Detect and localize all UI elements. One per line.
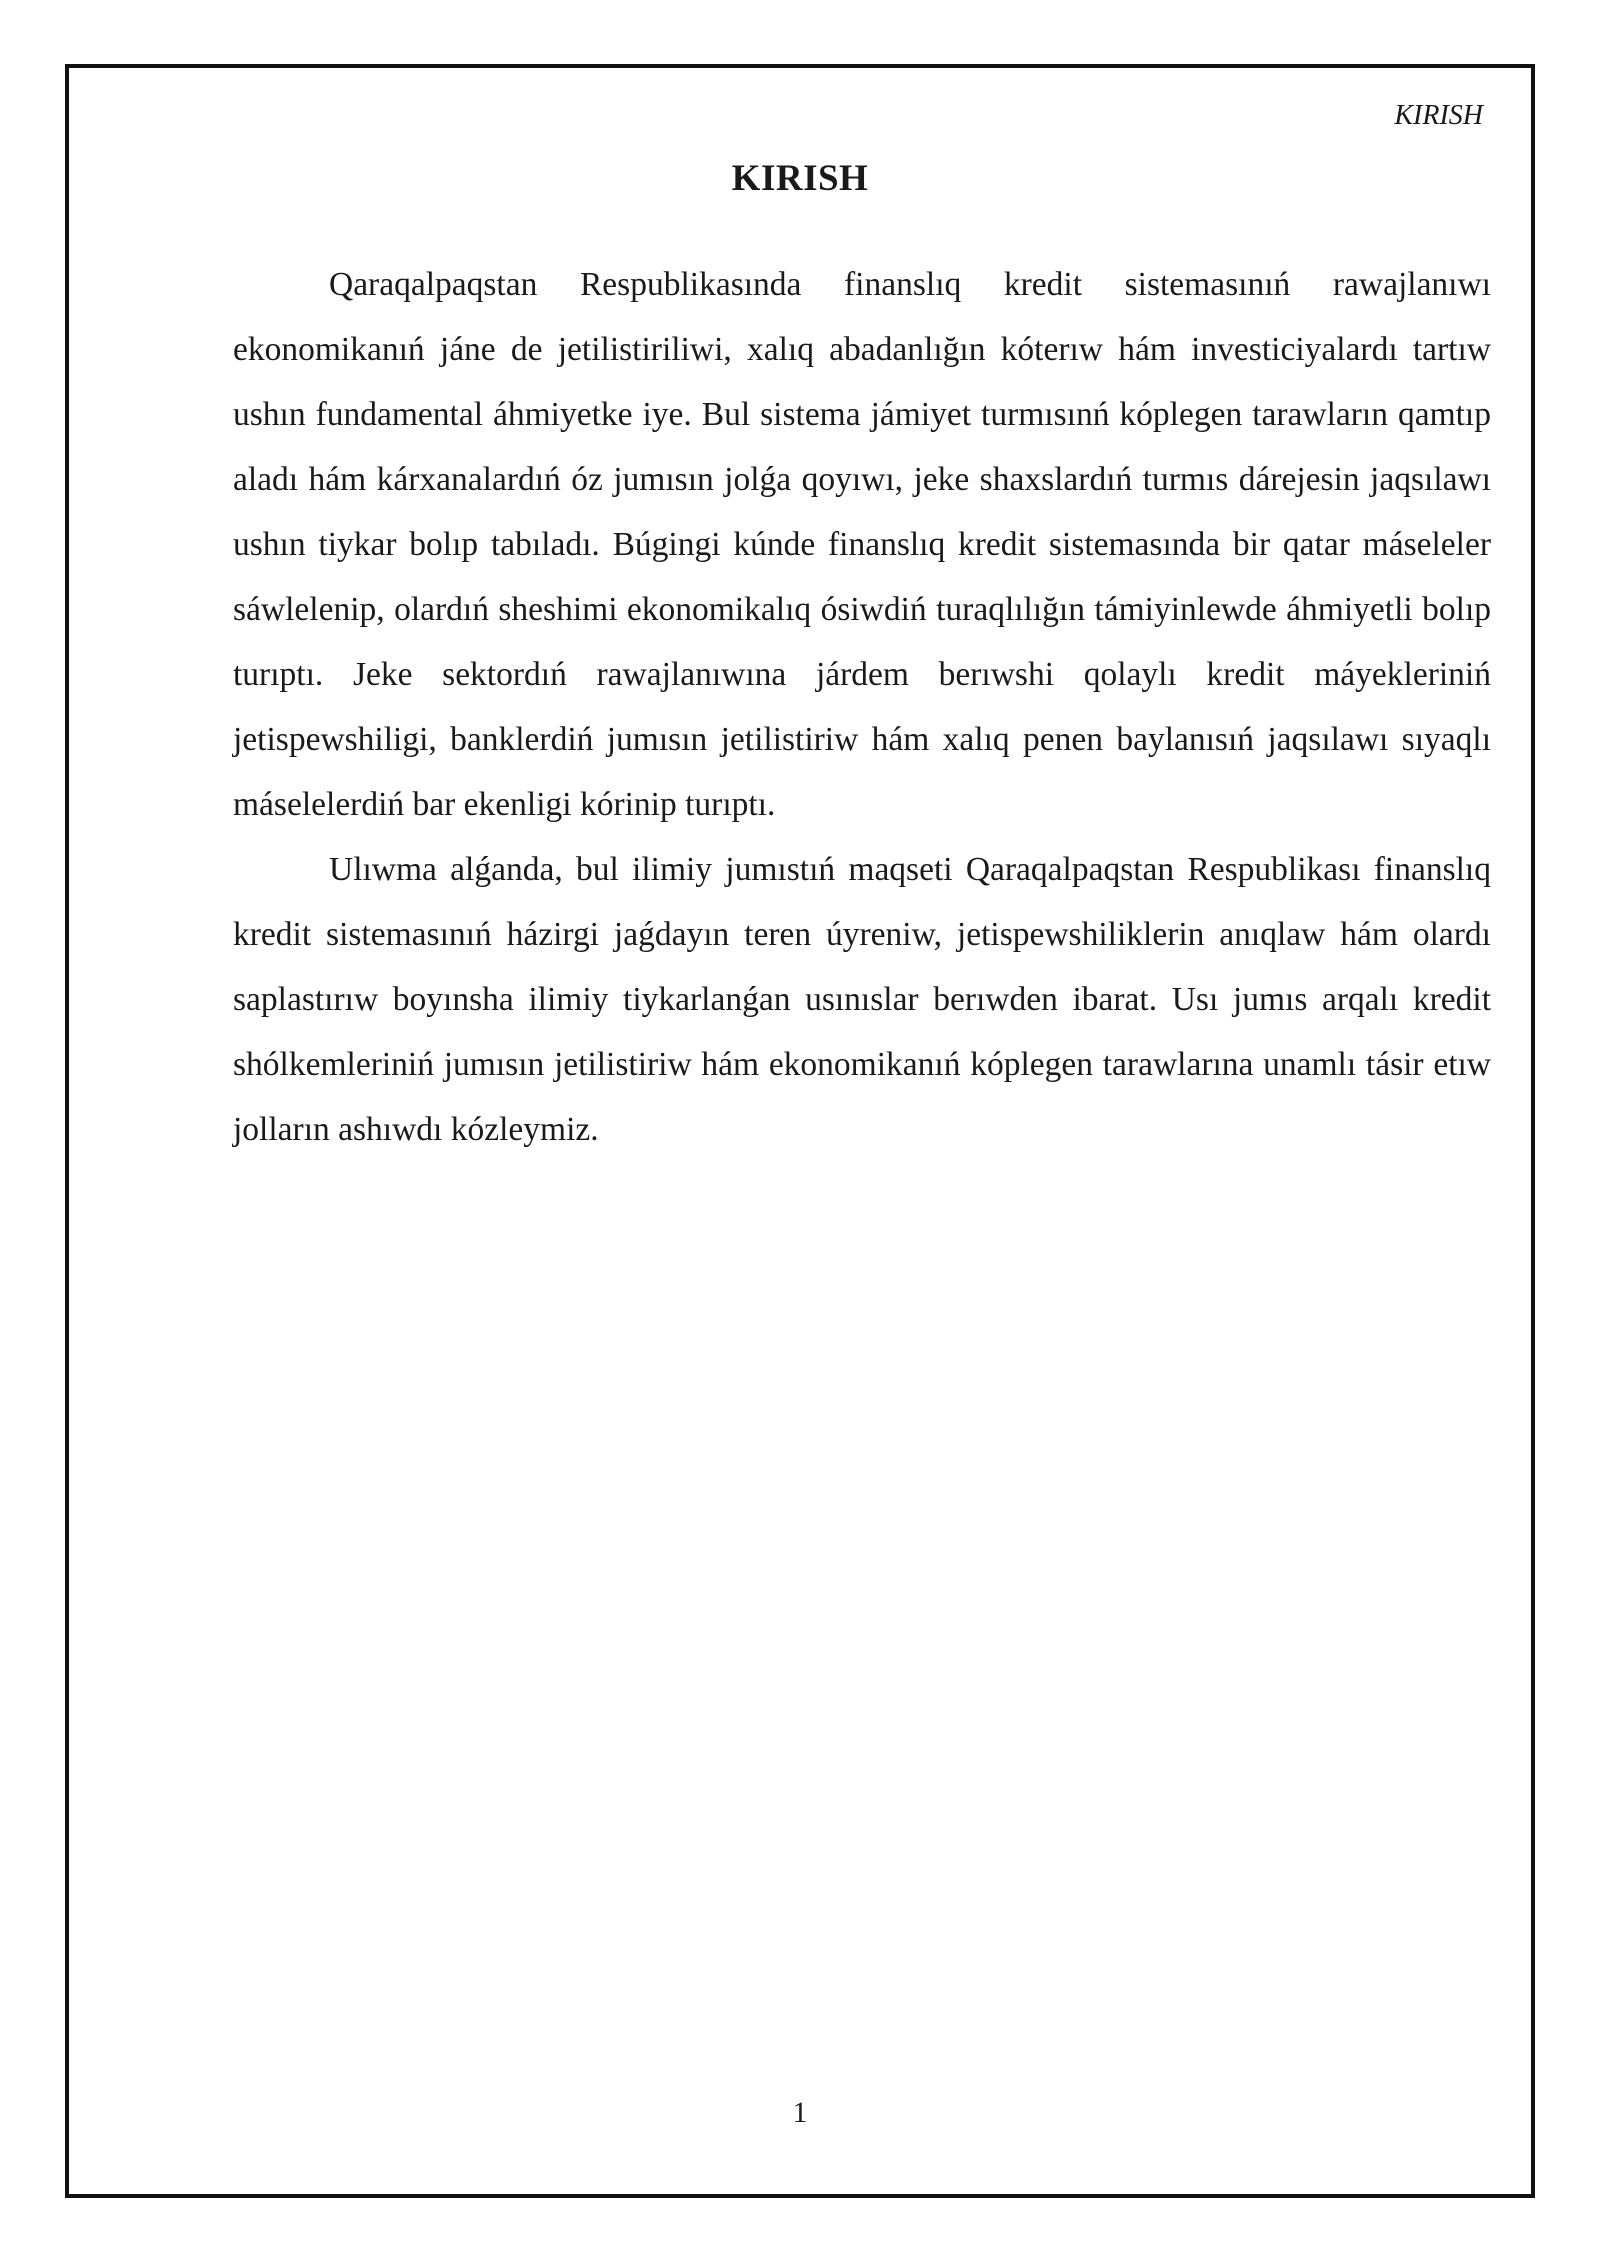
- paragraph-2: Ulıwma alǵanda, bul ilimiy jumıstıń maqseti Qaraqalpaqstan Respublikası finanslıq kredit sistemasınıń házirgi jaǵdayın teren úyreniw, jetispewshiliklerin anıqlaw hám olardı saplastırıw boyınsha ilimiy tiykarlanǵan usınıslar berıwden ibarat. Usı jumıs arqalı kredit shólkemleriniń jumısın jetilistiriw hám ekonomikanıń kóplegen tarawlarına unamlı tásir etıw jolların ashıwdı kózleymiz.: [233, 851, 1491, 1148]
- page-number: 1: [792, 2096, 808, 2129]
- page-border: [65, 64, 1535, 2198]
- document-body: [233, 252, 1491, 1162]
- paragraph-1: Qaraqalpaqstan Respublikasında finanslıq kredit sistemasınıń rawajlanıwı ekonomikanıń jáne de jetilistiriliwi, xalıq abadanlığın kóterıw hám investiciyalardı tartıw ushın fundamental áhmiyetke iye. Bul sistema jámiyet turmısınń kóplegen tarawların qamtıp aladı hám kárxanalardıń óz jumısın jolǵa qoyıwı, jeke shaxslardıń turmıs dárejesin jaqsılawı ushın tiykar bolıp tabıladı. Búgingi kúnde finanslıq kredit sistemasında bir qatar máseleler sáwlelenip, olardıń sheshimi ekonomikalıq ósiwdiń turaqlılığın támiyinlewde áhmiyetli bolıp turıptı. Jeke sektordıń rawajlanıwına járdem berıwshi qolaylı kredit máyekleriniń jetispewshiligi, banklerdiń jumısın jetilistiriw hám xalıq penen baylanısıń jaqsılawı sıyaqlı máselelerdiń bar ekenligi kórinip turıptı.: [233, 266, 1491, 823]
- running-header: KIRISH: [1394, 100, 1483, 131]
- page-title: KIRISH: [731, 158, 869, 199]
